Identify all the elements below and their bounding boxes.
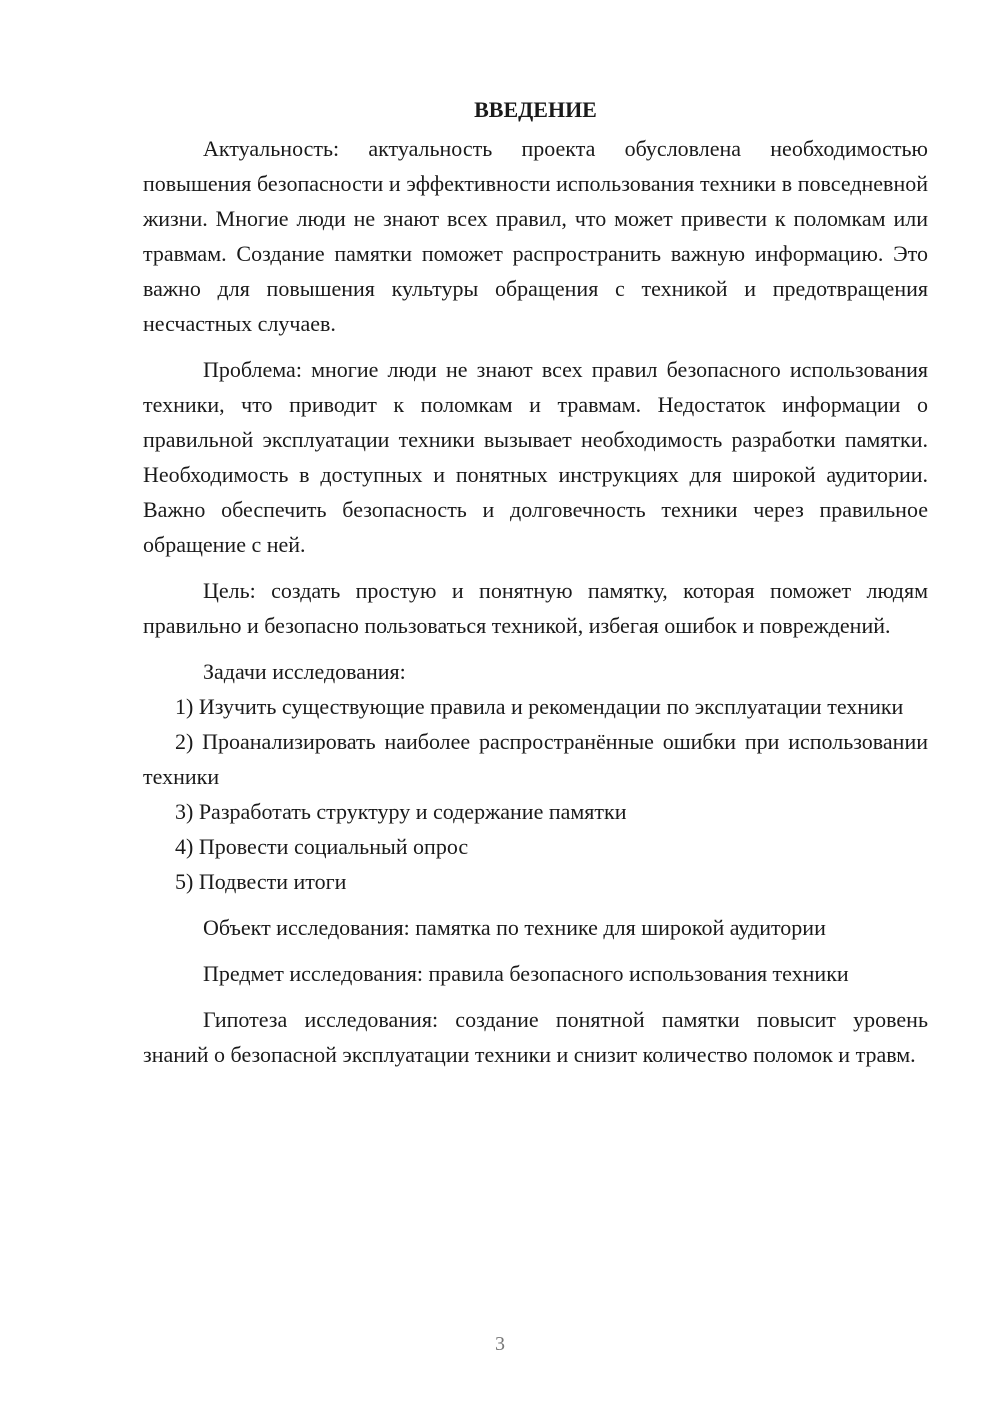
task-item-4: 4) Провести социальный опрос bbox=[175, 834, 469, 859]
object-paragraph: Объект исследования: памятка по технике для широкой аудитории bbox=[203, 915, 826, 940]
relevance-paragraph: Актуальность: актуальность проекта обусловлена необходимостью повышения безопасности и эффективности использования техники в повседневной жизни. Многие люди не знают всех правил, что может привести к поломкам или травмам. Создание памятки поможет распространить важную информацию. Это важно для повышения культуры обращения с техникой и предотвращения несчастных случаев. bbox=[143, 136, 928, 336]
section-title: ВВЕДЕНИЕ bbox=[474, 97, 597, 122]
task-item-5: 5) Подвести итоги bbox=[175, 869, 347, 894]
document-page bbox=[143, 92, 928, 1072]
hypothesis-paragraph: Гипотеза исследования: создание понятной памятки повысит уровень знаний о безопасной эксплуатации техники и снизит количество поломок и травм. bbox=[143, 1007, 928, 1067]
task-item-3: 3) Разработать структуру и содержание памятки bbox=[175, 799, 627, 824]
goal-paragraph: Цель: создать простую и понятную памятку, которая поможет людям правильно и безопасно пользоваться техникой, избегая ошибок и повреждений. bbox=[143, 578, 928, 638]
subject-paragraph: Предмет исследования: правила безопасного использования техники bbox=[203, 961, 849, 986]
task-item-1: 1) Изучить существующие правила и рекомендации по эксплуатации техники bbox=[175, 694, 904, 719]
page-number: 3 bbox=[495, 1333, 505, 1355]
tasks-heading: Задачи исследования: bbox=[203, 659, 406, 684]
task-item-2: 2) Проанализировать наиболее распространённые ошибки при использовании техники bbox=[143, 729, 928, 789]
problem-paragraph: Проблема: многие люди не знают всех правил безопасного использования техники, что приводит к поломкам и травмам. Недостаток информации о правильной эксплуатации техники вызывает необходимость разработки памятки. Необходимость в доступных и понятных инструкциях для широкой аудитории. Важно обеспечить безопасность и долговечность техники через правильное обращение с ней. bbox=[143, 357, 928, 557]
tasks-list bbox=[143, 689, 928, 899]
